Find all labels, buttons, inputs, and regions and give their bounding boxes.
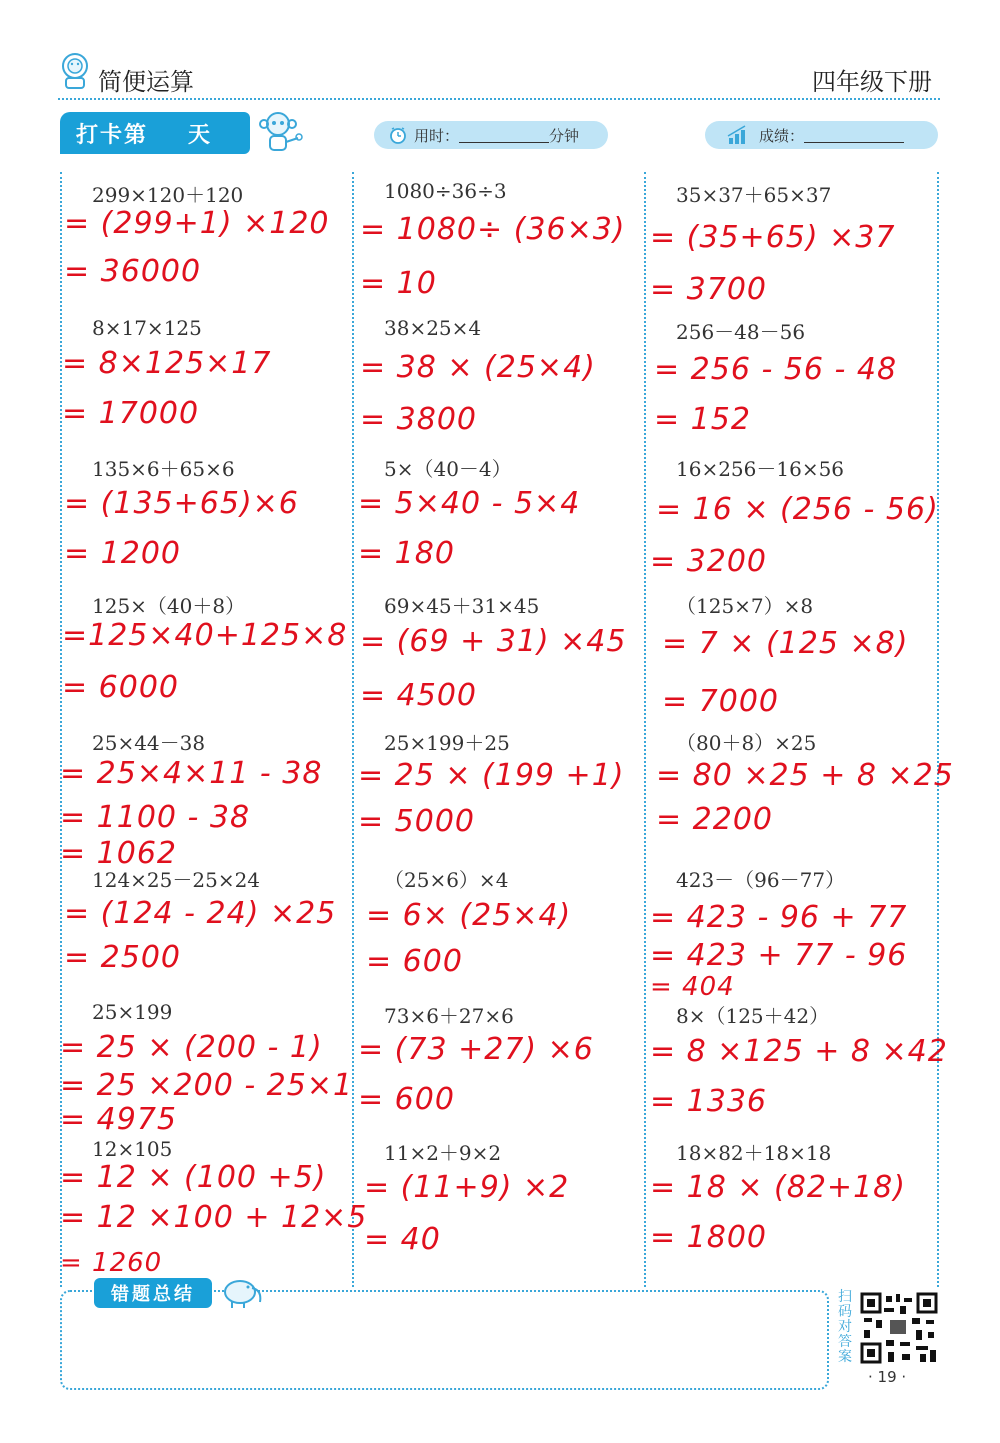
answer-step: = 5×40 - 5×4 bbox=[358, 486, 581, 521]
problem-expression: 8×17×125 bbox=[92, 316, 202, 340]
answer-step: = 600 bbox=[358, 1082, 455, 1117]
answer-step: = 18 × (82+18) bbox=[650, 1170, 906, 1205]
problem-expression: （80＋8）×25 bbox=[676, 731, 817, 755]
answer-step: = 2200 bbox=[656, 802, 774, 837]
answer-step: = (35+65) ×37 bbox=[650, 220, 896, 255]
answer-step: = 10 bbox=[360, 266, 437, 301]
problem-expression: 18×82＋18×18 bbox=[676, 1141, 832, 1165]
answer-step: = (69 + 31) ×45 bbox=[360, 624, 627, 659]
answer-step: = 25 × (199 +1) bbox=[358, 758, 625, 793]
problem-expression: 5×（40－4） bbox=[384, 457, 512, 481]
answer-step: = 12 ×100 + 12×5 bbox=[60, 1200, 368, 1235]
bar-chart-icon bbox=[725, 124, 751, 146]
answer-step: = (299+1) ×120 bbox=[64, 206, 330, 241]
answer-step: = 25 × (200 - 1) bbox=[60, 1030, 323, 1065]
answer-step: = 4500 bbox=[360, 678, 478, 713]
answer-step: = 4975 bbox=[60, 1102, 178, 1137]
answer-step: = 180 bbox=[358, 536, 455, 571]
answer-step: = 7000 bbox=[662, 684, 780, 719]
header-divider bbox=[58, 98, 940, 100]
punch-card-banner bbox=[60, 112, 250, 154]
answer-step: = 36000 bbox=[64, 254, 202, 289]
score-blank[interactable] bbox=[804, 128, 904, 143]
problem-expression: 11×2＋9×2 bbox=[384, 1141, 502, 1165]
clock-icon bbox=[388, 125, 408, 145]
problem-expression: 1080÷36÷3 bbox=[384, 179, 507, 203]
time-blank[interactable] bbox=[459, 128, 549, 143]
answer-step: = 404 bbox=[650, 972, 735, 1002]
answer-step: = 1100 - 38 bbox=[60, 800, 251, 835]
answer-step: = 25×4×11 - 38 bbox=[60, 756, 323, 791]
answer-step: = 3700 bbox=[650, 272, 768, 307]
answer-step: = (73 +27) ×6 bbox=[358, 1032, 594, 1067]
answer-step: = 3200 bbox=[650, 544, 768, 579]
answer-step: = 8×125×17 bbox=[62, 346, 272, 381]
problem-expression: 12×105 bbox=[92, 1137, 173, 1161]
qr-code-icon[interactable] bbox=[860, 1292, 938, 1364]
column-separator-2 bbox=[644, 172, 646, 1287]
answer-step: = (124 - 24) ×25 bbox=[64, 896, 337, 931]
answer-step: = (135+65)×6 bbox=[64, 486, 299, 521]
problem-expression: 135×6＋65×6 bbox=[92, 457, 235, 481]
elephant-icon bbox=[218, 1272, 268, 1310]
problem-expression: 256－48－56 bbox=[676, 320, 806, 344]
answer-step: = 25 ×200 - 25×1 bbox=[60, 1068, 354, 1103]
answer-step: = 423 + 77 - 96 bbox=[650, 938, 908, 973]
answer-step: = 1080÷ (36×3) bbox=[360, 212, 626, 247]
answer-step: = 1336 bbox=[650, 1084, 768, 1119]
problem-expression: 73×6＋27×6 bbox=[384, 1004, 514, 1028]
answer-step: = 8 ×125 + 8 ×42 bbox=[650, 1034, 948, 1069]
answer-step: = 40 bbox=[364, 1222, 441, 1257]
punch-prefix: 打卡第 bbox=[76, 122, 149, 148]
grade-label: 四年级下册 bbox=[812, 68, 932, 96]
answer-step: =125×40+125×8 bbox=[62, 618, 348, 653]
page-number: · 19 · bbox=[868, 1368, 907, 1386]
answer-step: = 16 × (256 - 56) bbox=[656, 492, 939, 527]
problem-expression: 25×199＋25 bbox=[384, 731, 510, 755]
problem-expression: 299×120＋120 bbox=[92, 183, 244, 207]
answer-step: = 6× (25×4) bbox=[366, 898, 572, 933]
answer-step: = 17000 bbox=[62, 396, 200, 431]
answer-step: = 3800 bbox=[360, 402, 478, 437]
answer-step: = 600 bbox=[366, 944, 463, 979]
answer-step: = 2500 bbox=[64, 940, 182, 975]
answer-step: = 1800 bbox=[650, 1220, 768, 1255]
answer-step: = 12 × (100 +5) bbox=[60, 1160, 327, 1195]
problem-expression: 8×（125＋42） bbox=[676, 1004, 830, 1028]
problem-expression: 124×25－25×24 bbox=[92, 868, 261, 892]
problem-expression: 423－（96－77） bbox=[676, 868, 846, 892]
problem-expression: 125×（40＋8） bbox=[92, 594, 246, 618]
answer-step: = 256 - 56 - 48 bbox=[654, 352, 898, 387]
problem-expression: 25×199 bbox=[92, 1000, 173, 1024]
score-field[interactable] bbox=[705, 121, 938, 149]
punch-suffix: 天 bbox=[188, 122, 211, 148]
problem-expression: 16×256－16×56 bbox=[676, 457, 845, 481]
mistake-summary-title: 错题总结 bbox=[94, 1278, 212, 1308]
answer-step: = 7 × (125 ×8) bbox=[662, 626, 909, 661]
problem-expression: 25×44－38 bbox=[92, 731, 206, 755]
answer-step: = 5000 bbox=[358, 804, 476, 839]
answer-step: = 1062 bbox=[60, 836, 178, 871]
problem-expression: （125×7）×8 bbox=[676, 594, 814, 618]
problem-expression: （25×6）×4 bbox=[384, 868, 509, 892]
answer-step: = 80 ×25 + 8 ×25 bbox=[656, 758, 954, 793]
answer-step: = (11+9) ×2 bbox=[364, 1170, 570, 1205]
time-field[interactable] bbox=[374, 121, 608, 149]
time-unit: 分钟 bbox=[549, 126, 580, 145]
scan-answer-label: 扫码对答案 bbox=[838, 1289, 852, 1365]
problem-expression: 35×37＋65×37 bbox=[676, 183, 832, 207]
problem-expression: 69×45＋31×45 bbox=[384, 594, 540, 618]
robot-icon bbox=[252, 108, 304, 158]
answer-step: = 1200 bbox=[64, 536, 182, 571]
answer-step: = 1260 bbox=[60, 1248, 163, 1278]
answer-step: = 6000 bbox=[62, 670, 180, 705]
problem-expression: 38×25×4 bbox=[384, 316, 482, 340]
page-title: 简便运算 bbox=[98, 68, 194, 96]
answer-step: = 38 × (25×4) bbox=[360, 350, 596, 385]
lion-logo-icon bbox=[58, 52, 92, 92]
answer-step: = 423 - 96 + 77 bbox=[650, 900, 908, 935]
answer-step: = 152 bbox=[654, 402, 751, 437]
time-label: 用时： bbox=[414, 126, 460, 145]
score-label: 成绩： bbox=[759, 126, 805, 145]
column-right-border bbox=[937, 172, 939, 1287]
column-separator-1 bbox=[352, 172, 354, 1287]
